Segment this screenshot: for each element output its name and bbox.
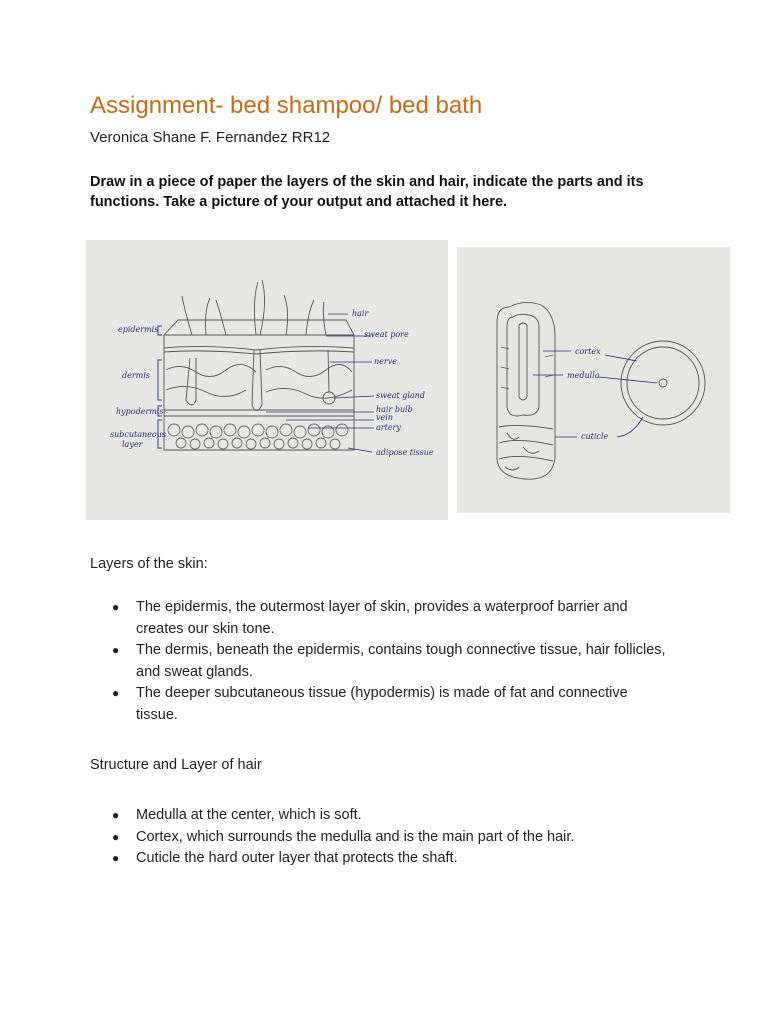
author-line: Veronica Shane F. Fernandez RR12 — [90, 129, 331, 146]
label-cortex: cortex — [575, 347, 601, 356]
skin-layers-photo — [86, 240, 448, 520]
list-item: ● Cortex, which surrounds the medulla and is the main part of the hair. — [112, 827, 672, 849]
label-hypodermis: hypodermis — [116, 407, 164, 416]
label-medulla: medulla — [567, 371, 600, 380]
label-epidermis: epidermis — [118, 325, 159, 334]
skin-layers-list — [112, 597, 672, 726]
skin-layers-heading: Layers of the skin: — [90, 556, 208, 572]
label-nerve: nerve — [374, 357, 397, 366]
label-subcutaneous: subcutaneous — [110, 430, 166, 439]
bullet-icon: ● — [112, 643, 120, 657]
bullet-icon: ● — [112, 829, 120, 844]
label-hair-bulb: hair bulb — [376, 405, 413, 414]
label-vein: vein — [376, 413, 393, 422]
list-item: ● The deeper subcutaneous tissue (hypodermis) is made of fat and connective tissue. — [112, 685, 628, 723]
label-artery: artery — [376, 423, 401, 432]
hair-structure-photo — [457, 247, 730, 513]
hair-structure-drawing — [457, 247, 730, 513]
list-item: ● The dermis, beneath the epidermis, contains tough connective tissue, hair follicles, and sweat glands. — [112, 642, 666, 680]
label-cuticle: cuticle — [581, 432, 609, 441]
list-item: ● Cuticle the hard outer layer that protects the shaft. — [112, 848, 672, 870]
label-adipose-tissue: adipose tissue — [376, 448, 434, 457]
hair-structure-list — [112, 805, 672, 870]
label-hair: hair — [352, 309, 369, 318]
label-sweat-pore: sweat pore — [364, 330, 409, 339]
bullet-icon: ● — [112, 851, 120, 865]
label-subcutaneous-layer: layer — [122, 440, 143, 449]
list-item: ● The epidermis, the outermost layer of skin, provides a waterproof barrier and creates our skin tone. — [112, 599, 628, 637]
list-item: ● Medulla at the center, which is soft. — [112, 805, 672, 827]
instructions-paragraph: Draw in a piece of paper the layers of the skin and hair, indicate the parts and its functions. Take a picture of your output and attached it here. — [90, 174, 644, 210]
document-title: Assignment- bed shampoo/ bed bath — [90, 92, 483, 119]
bullet-icon: ● — [112, 808, 120, 822]
hair-structure-heading: Structure and Layer of hair — [90, 757, 262, 773]
bullet-icon: ● — [112, 600, 120, 614]
skin-layers-drawing — [86, 240, 448, 520]
bullet-icon: ● — [112, 686, 120, 700]
label-sweat-gland: sweat gland — [376, 391, 425, 400]
label-dermis: dermis — [122, 371, 150, 380]
